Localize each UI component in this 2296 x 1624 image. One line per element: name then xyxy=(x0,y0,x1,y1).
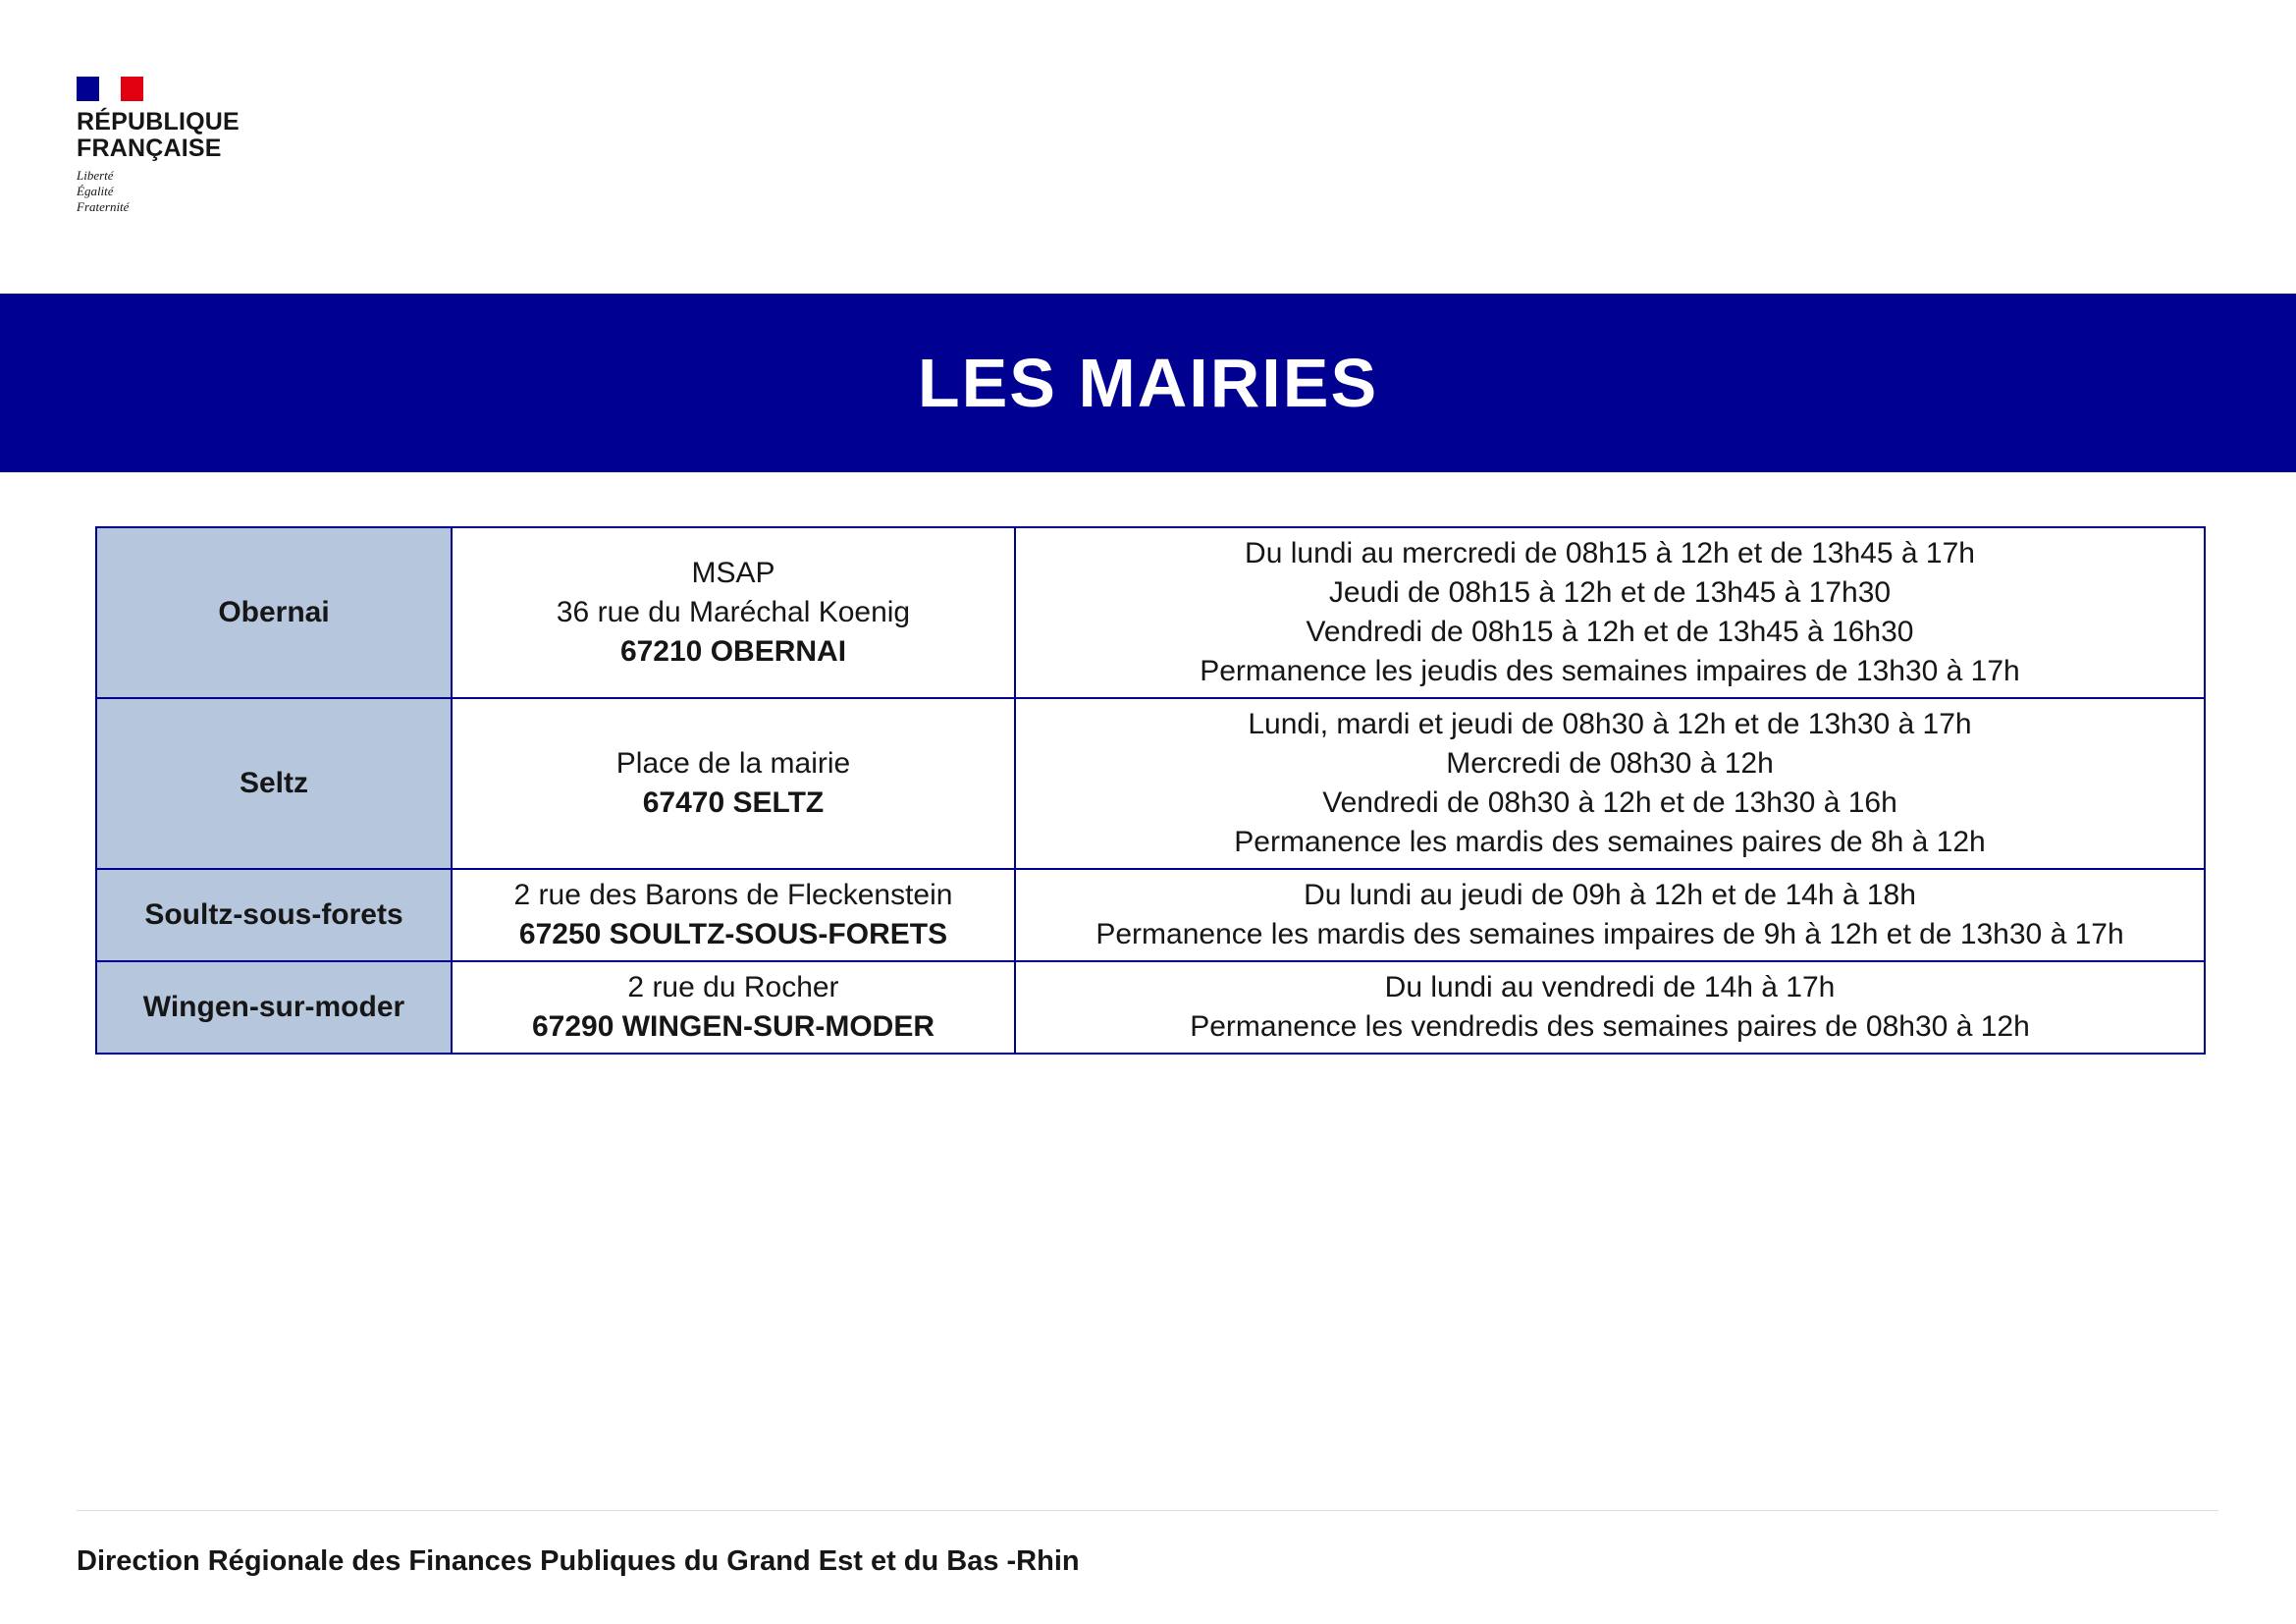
hours-cell xyxy=(1015,961,2205,1054)
postcode: 67470 SELTZ xyxy=(642,786,825,819)
hours-cell xyxy=(1015,527,2205,698)
logo-line-2: FRANÇAISE xyxy=(77,135,222,162)
address-line: MSAP xyxy=(691,557,775,589)
table-row xyxy=(96,527,2205,698)
town-cell: Soultz-sous-forets xyxy=(96,869,452,961)
hours-line: Permanence les mardis des semaines paires de 8h à 12h xyxy=(1234,826,1986,858)
footer-text: Direction Régionale des Finances Publiques du Grand Est et du Bas -Rhin xyxy=(77,1545,1080,1577)
hours-cell xyxy=(1015,869,2205,961)
hours-line: Permanence les jeudis des semaines impaires de 13h30 à 17h xyxy=(1200,655,2020,687)
motto-liberte: Liberté xyxy=(77,168,114,183)
table-row xyxy=(96,869,2205,961)
motto-fraternite: Fraternité xyxy=(77,199,130,214)
address-cell xyxy=(452,961,1015,1054)
postcode: 67210 OBERNAI xyxy=(619,635,847,668)
address-line: 36 rue du Maréchal Koenig xyxy=(556,596,911,628)
hours-line: Du lundi au jeudi de 09h à 12h et de 14h à 18h xyxy=(1304,879,1916,911)
logo-line-1: RÉPUBLIQUE xyxy=(77,108,240,135)
republique-francaise-logo xyxy=(77,77,293,215)
postcode: 67290 WINGEN-SUR-MODER xyxy=(531,1010,935,1043)
footer-divider xyxy=(77,1510,2218,1511)
hours-line: Mercredi de 08h30 à 12h xyxy=(1446,747,1774,780)
hours-cell xyxy=(1015,698,2205,869)
address-cell xyxy=(452,527,1015,698)
table-row xyxy=(96,961,2205,1054)
address-cell xyxy=(452,869,1015,961)
hours-line: Lundi, mardi et jeudi de 08h30 à 12h et de 13h30 à 17h xyxy=(1248,708,1972,740)
title-banner xyxy=(0,294,2296,472)
hours-line: Jeudi de 08h15 à 12h et de 13h45 à 17h30 xyxy=(1328,576,1892,609)
town-cell: Wingen-sur-moder xyxy=(96,961,452,1054)
hours-line: Vendredi de 08h30 à 12h et de 13h30 à 16h xyxy=(1322,786,1897,819)
mairies-table xyxy=(95,526,2206,1055)
town-cell: Seltz xyxy=(96,698,452,869)
french-flag-icon xyxy=(77,77,143,101)
address-line: 2 rue des Barons de Fleckenstein xyxy=(513,879,953,911)
hours-line: Vendredi de 08h15 à 12h et de 13h45 à 16h30 xyxy=(1306,616,1914,648)
page-title: LES MAIRIES xyxy=(917,345,1379,421)
hours-line: Permanence les vendredis des semaines paires de 08h30 à 12h xyxy=(1190,1010,2030,1043)
hours-line: Permanence les mardis des semaines impaires de 9h à 12h et de 13h30 à 17h xyxy=(1095,918,2124,950)
address-line: Place de la mairie xyxy=(615,747,851,780)
address-line: 2 rue du Rocher xyxy=(627,971,839,1003)
town-cell: Obernai xyxy=(96,527,452,698)
logo-motto xyxy=(77,168,293,215)
hours-line: Du lundi au vendredi de 14h à 17h xyxy=(1384,971,1836,1003)
table-row xyxy=(96,698,2205,869)
logo-title xyxy=(77,109,293,162)
address-cell xyxy=(452,698,1015,869)
hours-line: Du lundi au mercredi de 08h15 à 12h et de 13h45 à 17h xyxy=(1245,537,1975,569)
postcode: 67250 SOULTZ-SOUS-FORETS xyxy=(518,918,948,950)
motto-egalite: Égalité xyxy=(77,184,114,198)
